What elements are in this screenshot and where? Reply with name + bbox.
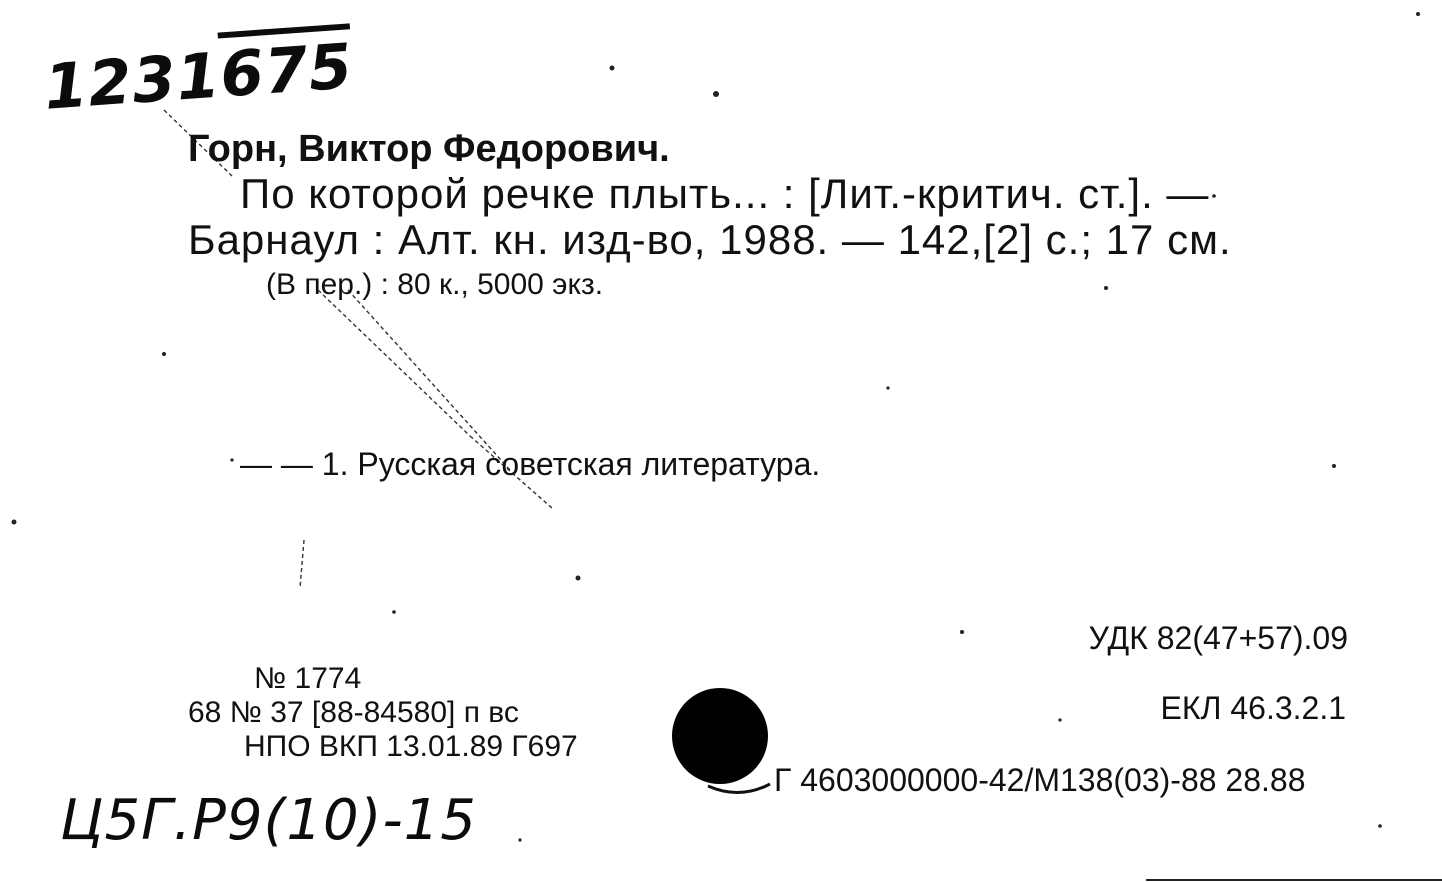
npo-line: НПО ВКП 13.01.89 Г697 [244,730,578,763]
subject-heading: — — 1. Русская советская литература. [240,446,821,482]
ekl-code: ЕКЛ 46.3.2.1 [1160,690,1346,726]
price-line: (В пер.) : 80 к., 5000 экз. [266,268,604,301]
card-number: № 1774 [254,662,362,695]
title-line: По которой речке плыть... : [Лит.-критич. ст.]. — [240,170,1210,217]
publication-line: Барнаул : Алт. кн. изд-во, 1988. — 142,[2] с.; 17 см. [188,216,1232,263]
author-heading: Горн, Виктор Федорович. [188,128,670,170]
punch-hole [672,688,768,784]
order-line: 68 № 37 [88-84580] п вс [188,696,519,729]
handwritten-number-suffix: 675 [217,29,356,112]
g-index-line: Г 4603000000-42/М138(03)-88 28.88 [774,762,1306,798]
handwritten-classification: Ц5Г.Р9(10)-15 [60,788,477,853]
handwritten-number-main: 1231 [41,38,224,124]
udk-code: УДК 82(47+57).09 [1088,620,1348,656]
